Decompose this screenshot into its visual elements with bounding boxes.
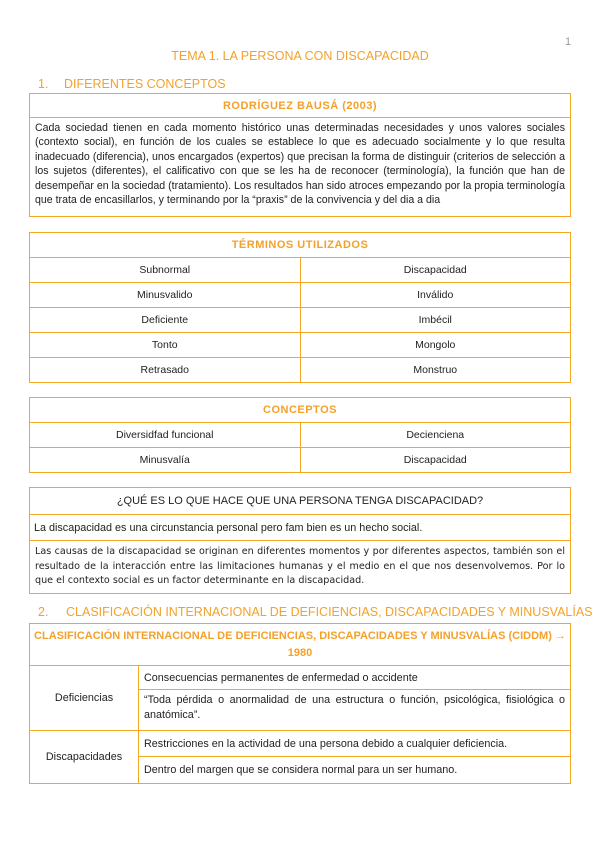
pregunta-box [29,487,571,594]
ciddm-item: Restricciones en la actividad de una persona debido a cualquier deficiencia. [139,731,570,757]
table-cell: Monstruo [300,358,571,382]
table-row [30,307,570,332]
ciddm-group-label: Discapacidades [30,731,139,783]
table-cell: Minusvalía [139,454,190,466]
ciddm-group [30,731,570,783]
rodriguez-text: Cada sociedad tienen en cada momento histórico unas determinadas necesidades y unos valores sociales (contexto social), en función de los cuales se establece lo que es adecuado socialmente y lo que resulta inadecuado (diferencia), unos encargados (expertos) que precisan la forma de distinguir (criterios de selección a los sujetos (diferentes), el calificativo con que se les ha de reconocer (terminología), la función que han de desempeñar en la sociedad (tratamiento). Los resultados han sido atroces empezando por la propia terminología que trata de encasillarlos, y terminando por la “praxis” de la convivencia y del dia a dia [35,122,565,207]
pregunta-line: La discapacidad es una circunstancia personal pero fam bien es un hecho social. [30,515,570,541]
pregunta-text: Las causas de la discapacidad se originan en diferentes momentos y por diferentes aspectos, también son el resultado de la interacción entre las limitaciones humanas y el medio en el que nos desenvolvemos. Por lo que el contexto social es un factor determinante en la discapacidad. [35,546,565,586]
table-cell: Mongolo [300,333,571,357]
table-cell: Discapacidad [300,258,571,282]
conceptos-header: CONCEPTOS [263,404,337,416]
rodriguez-header: RODRÍGUEZ BAUSÁ (2003) [30,94,570,118]
ciddm-header: CLASIFICACIÓN INTERNACIONAL DE DEFICIENCIAS, DISCAPACIDADES Y MINUSVALÍAS (CIDDM) → 1980 [30,624,570,666]
table-row [30,422,570,447]
table-cell: Retrasado [140,364,189,376]
table-cell: Minusvalido [137,289,193,301]
page-number: 1 [565,36,572,48]
table-cell: Subnormal [139,264,191,276]
section-2-number: 2. [38,605,49,619]
pregunta-header: ¿QUÉ ES LO QUE HACE QUE UNA PERSONA TENGA DISCAPACIDAD? [30,488,570,515]
ciddm-item: Dentro del margen que se considera normal para un ser humano. [144,764,458,776]
table-cell: Inválido [300,283,571,307]
ciddm-item: Consecuencias permanentes de enfermedad o accidente [139,666,570,690]
table-row [30,257,570,282]
ciddm-group [30,666,570,731]
table-cell: Tonto [151,339,178,351]
terminos-header: TÉRMINOS UTILIZADOS [231,239,369,251]
table-row [30,357,570,382]
table-row [30,332,570,357]
terminos-table [29,232,571,383]
section-2-title: CLASIFICACIÓN INTERNACIONAL DE DEFICIENCIAS, DISCAPACIDADES Y MINUSVALÍAS [66,605,593,619]
ciddm-group-label: Deficiencias [30,666,139,730]
table-row [30,447,570,472]
table-cell: Discapacidad [300,448,571,472]
table-cell: Diversidfad funcional [116,429,214,441]
section-1-title: DIFERENTES CONCEPTOS [64,77,226,91]
conceptos-table [29,397,571,473]
page-title: TEMA 1. LA PERSONA CON DISCAPACIDAD [171,49,429,63]
table-cell: Deficiente [141,314,189,326]
ciddm-table [29,623,571,784]
section-1-number: 1. [38,77,49,91]
ciddm-item: “Toda pérdida o anormalidad de una estructura o función, psicológica, fisiológica o anatómica”. [144,694,565,721]
table-cell: Imbécil [300,308,571,332]
rodriguez-box [29,93,571,217]
table-cell: Decienciena [300,423,571,447]
table-row [30,282,570,307]
